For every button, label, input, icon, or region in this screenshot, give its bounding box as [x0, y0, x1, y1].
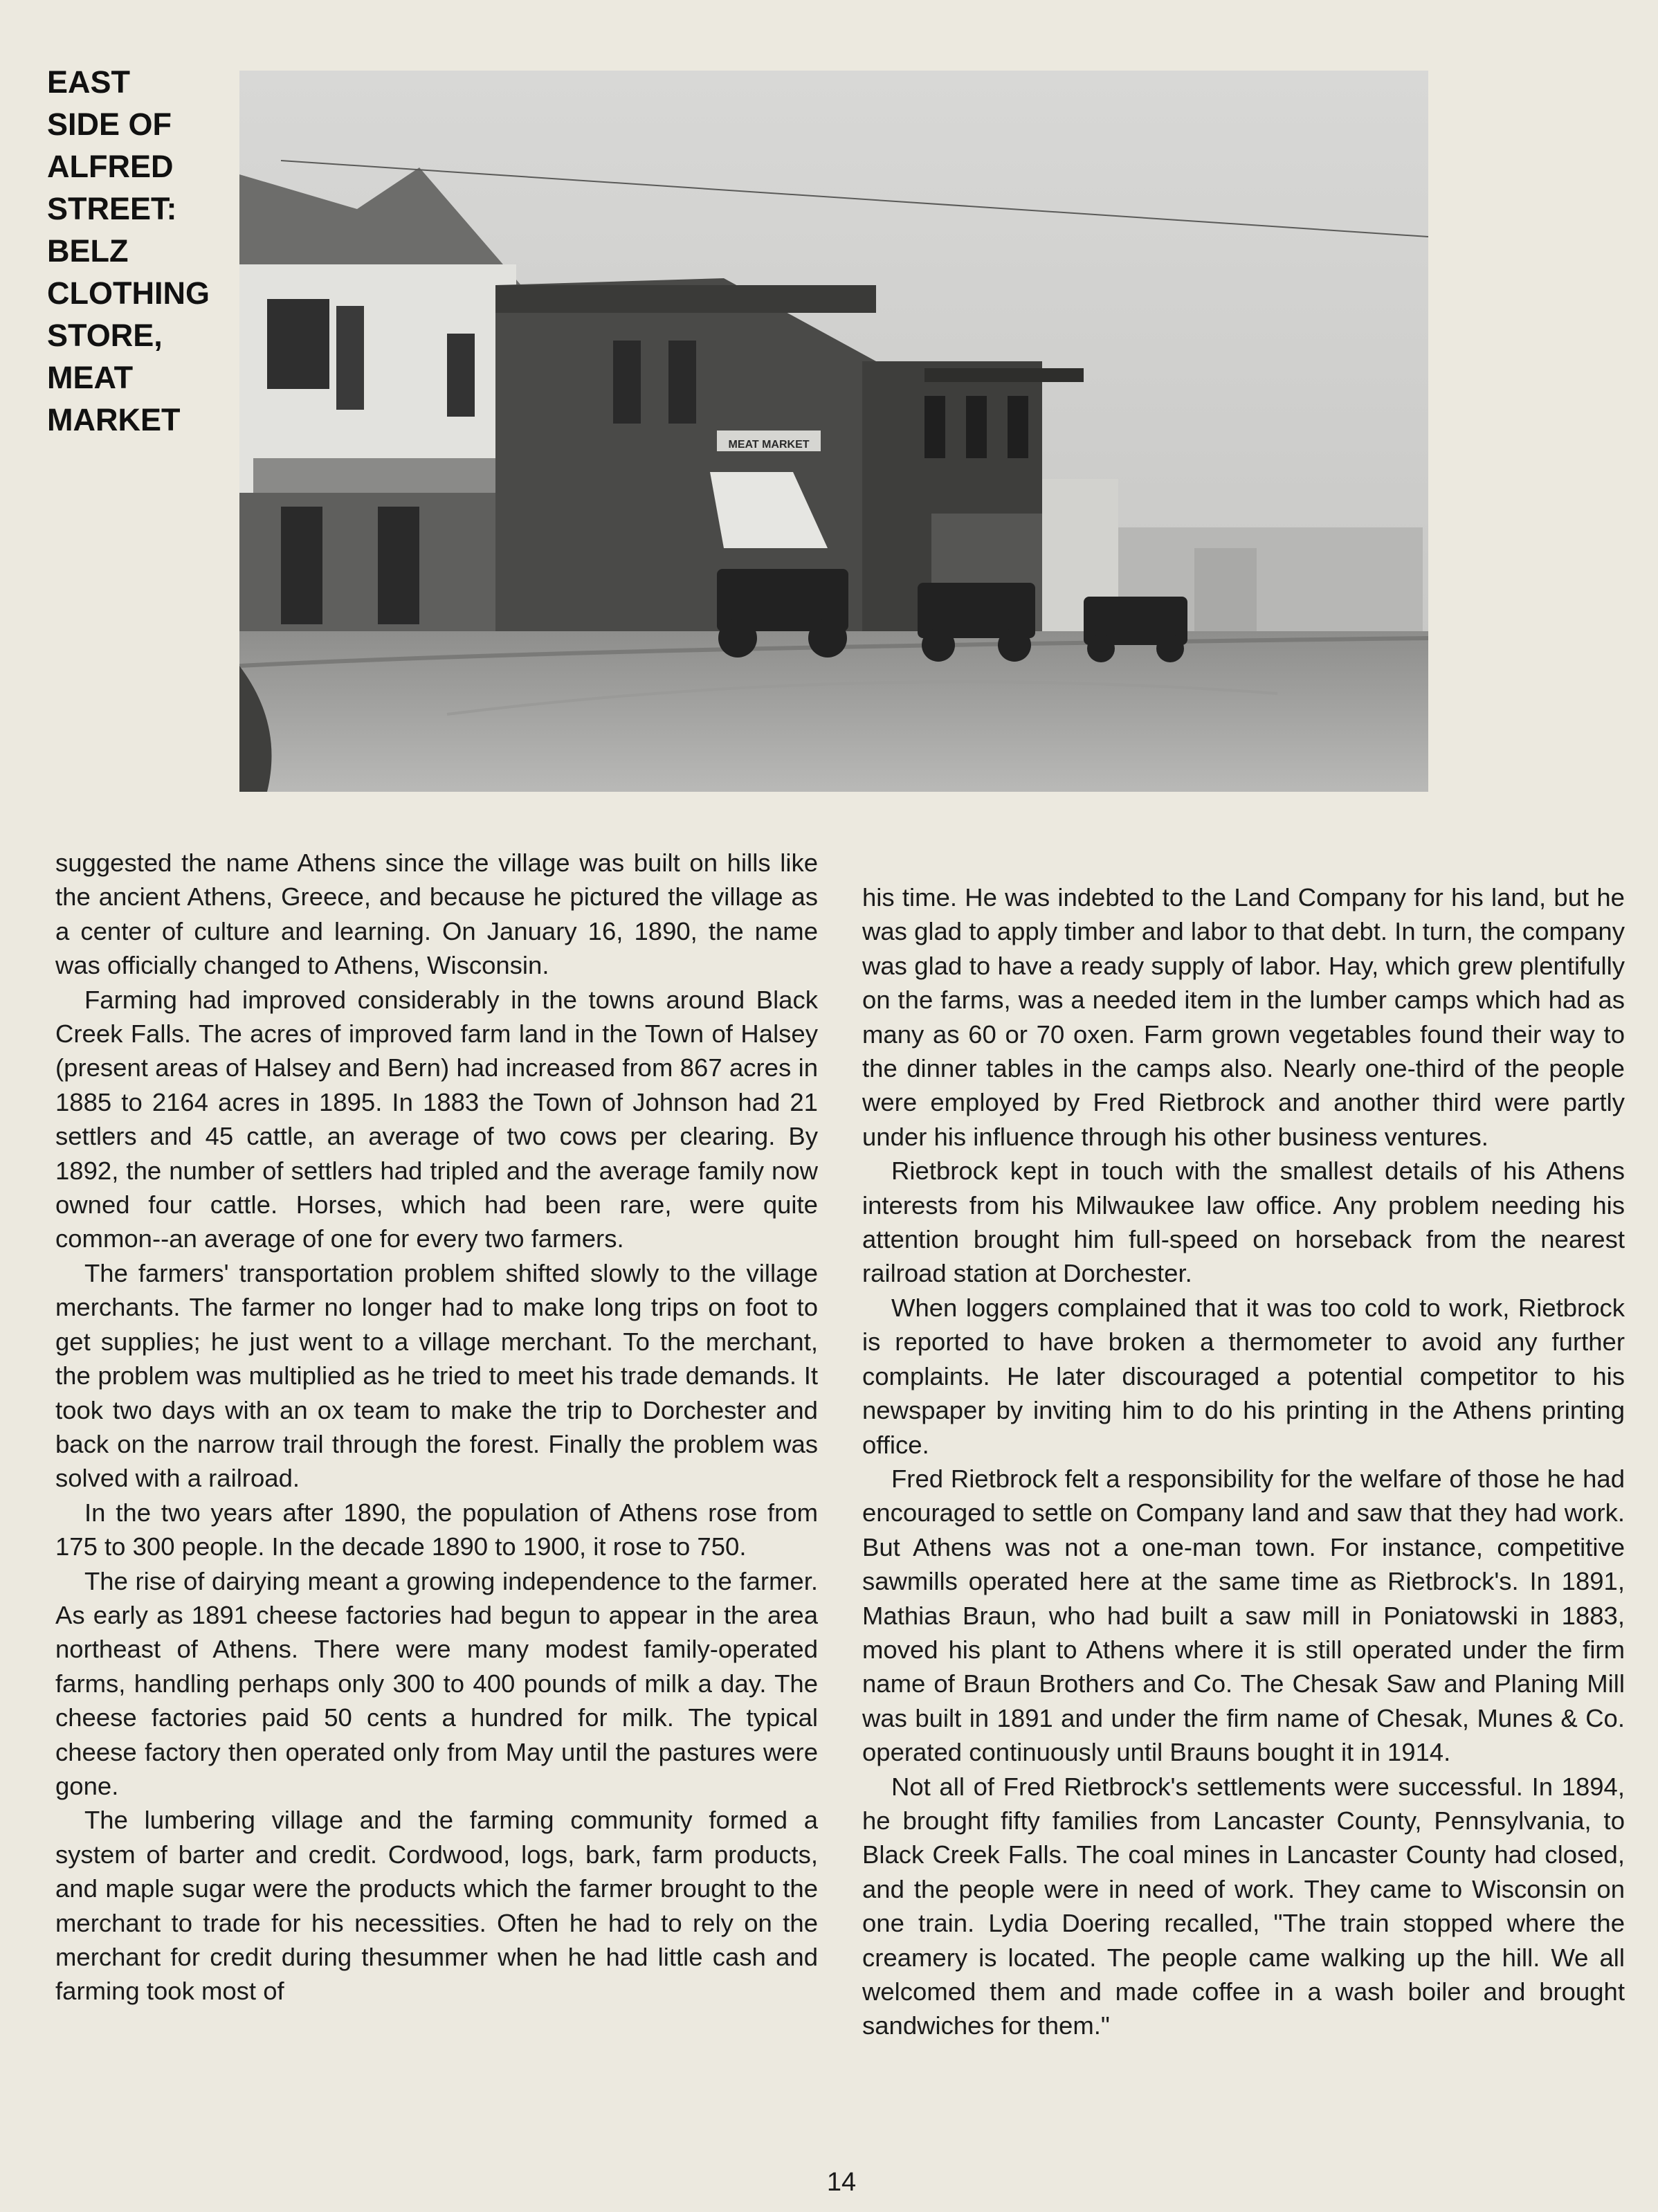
meat-market-sign: MEAT MARKET — [728, 439, 810, 451]
street-photo — [239, 71, 1428, 792]
paragraph: his time. He was indebted to the Land Company for his land, but he was glad to apply timber and labor to that debt. In turn, the company was glad to have a ready supply of labor. Hay, which grew plentifully on the farms, was a needed item in the lumber camps which had as many as 60 or 70 oxen. Farm grown vegetables found their way to the dinner tables in the camps also. Nearly one-third of the people were employed by Fred Rietbrock and another third were partly under his influence through his other business ventures. — [862, 883, 1625, 1151]
street-photo-illustration — [239, 71, 1428, 792]
paragraph: suggested the name Athens since the village was built on hills like the ancient Athens, Greece, and because he pictured the village as a center of culture and learning. On January 16, 1890, the name was officially changed to Athens, Wisconsin. — [55, 849, 818, 980]
paragraph: Rietbrock kept in touch with the smallest details of his Athens interests from his Milwaukee law office. Any problem needing his attention brought him full-speed on horseback from the nearest railroad station at Dorchester. — [862, 1157, 1625, 1288]
paragraph: Farming had improved considerably in the towns around Black Creek Falls. The acres of improved farm land in the Town of Halsey (present areas of Halsey and Bern) had increased from 867 acres in 1885 to 2164 acres in 1895. In 1883 the Town of Johnson had 21 settlers and 45 cattle, an average of two cows per clearing. By 1892, the number of settlers had tripled and the average family now owned four cattle. Horses, which had been rare, were quite common--an average of one for every two farmers. — [55, 985, 818, 1253]
right-column — [862, 880, 1625, 2043]
caption-line: EAST — [47, 64, 131, 100]
paragraph: The farmers' transportation problem shifted slowly to the village merchants. The farmer no longer had to make long trips on foot to get supplies; he just went to a village merchant. To the merchant, the problem was multiplied as he tried to meet his trade demands. It took two days with an ox team to make the trip to Dorchester and back on the narrow trail through the forest. Finally the problem was solved with a railroad. — [55, 1258, 818, 1493]
caption-line: BELZ — [47, 233, 129, 269]
left-column — [55, 846, 818, 2009]
paragraph: The lumbering village and the farming community formed a system of barter and credit. Cordwood, logs, bark, farm products, and maple sugar were the products which the farmer brought to the merchant to trade for his necessities. Often he had to rely on the merchant for credit during thesummer when he had little cash and farming took most of — [55, 1806, 818, 2006]
paragraph: Fred Rietbrock felt a responsibility for the welfare of those he had encouraged to settle on Company land and saw that they had work. But Athens was not a one-man town. For instance, competitive sawmills operated here at the same time as Rietbrock's. In 1891, Mathias Braun, who had built a saw mill in Poniatowski in 1883, moved his plant to Athens where it is still operated under the firm name of Braun Brothers and Co. The Chesak Saw and Planing Mill was built in 1891 and under the firm name of Chesak, Munes & Co. operated continuously until Brauns bought it in 1914. — [862, 1464, 1625, 1767]
paragraph: In the two years after 1890, the population of Athens rose from 175 to 300 people. In the decade 1890 to 1900, it rose to 750. — [55, 1498, 818, 1561]
caption-line: MARKET — [47, 402, 181, 437]
caption-line: STREET: — [47, 191, 177, 226]
photo-caption — [47, 61, 255, 441]
paragraph: When loggers complained that it was too cold to work, Rietbrock is reported to have broken a thermometer to avoid any further complaints. He later discouraged a potential competitor to his newspaper by inviting him to do his printing in the Athens printing office. — [862, 1293, 1625, 1459]
caption-line: CLOTHING — [47, 275, 210, 311]
caption-line: SIDE OF — [47, 107, 172, 142]
caption-line: STORE, — [47, 318, 163, 353]
caption-line: ALFRED — [47, 149, 174, 184]
caption-line: MEAT — [47, 360, 134, 395]
paragraph: The rise of dairying meant a growing independence to the farmer. As early as 1891 cheese factories had begun to appear in the area northeast of Athens. There were many modest family-operated farms, handling perhaps only 300 to 400 pounds of milk a day. The cheese factories paid 50 cents a hundred for milk. The typical cheese factory then operated only from May until the pastures were gone. — [55, 1566, 818, 1800]
page-number: 14 — [826, 2168, 857, 2197]
paragraph: Not all of Fred Rietbrock's settlements were successful. In 1894, he brought fifty families from Lancaster County, Pennsylvania, to Black Creek Falls. The coal mines in Lancaster County had closed, and the people were in need of work. They came to Wisconsin on one train. Lydia Doering recalled, "The train stopped where the creamery is located. The people came walking up the hill. We all welcomed them and made coffee in a wash boiler and brought sandwiches for them." — [862, 1772, 1625, 2040]
